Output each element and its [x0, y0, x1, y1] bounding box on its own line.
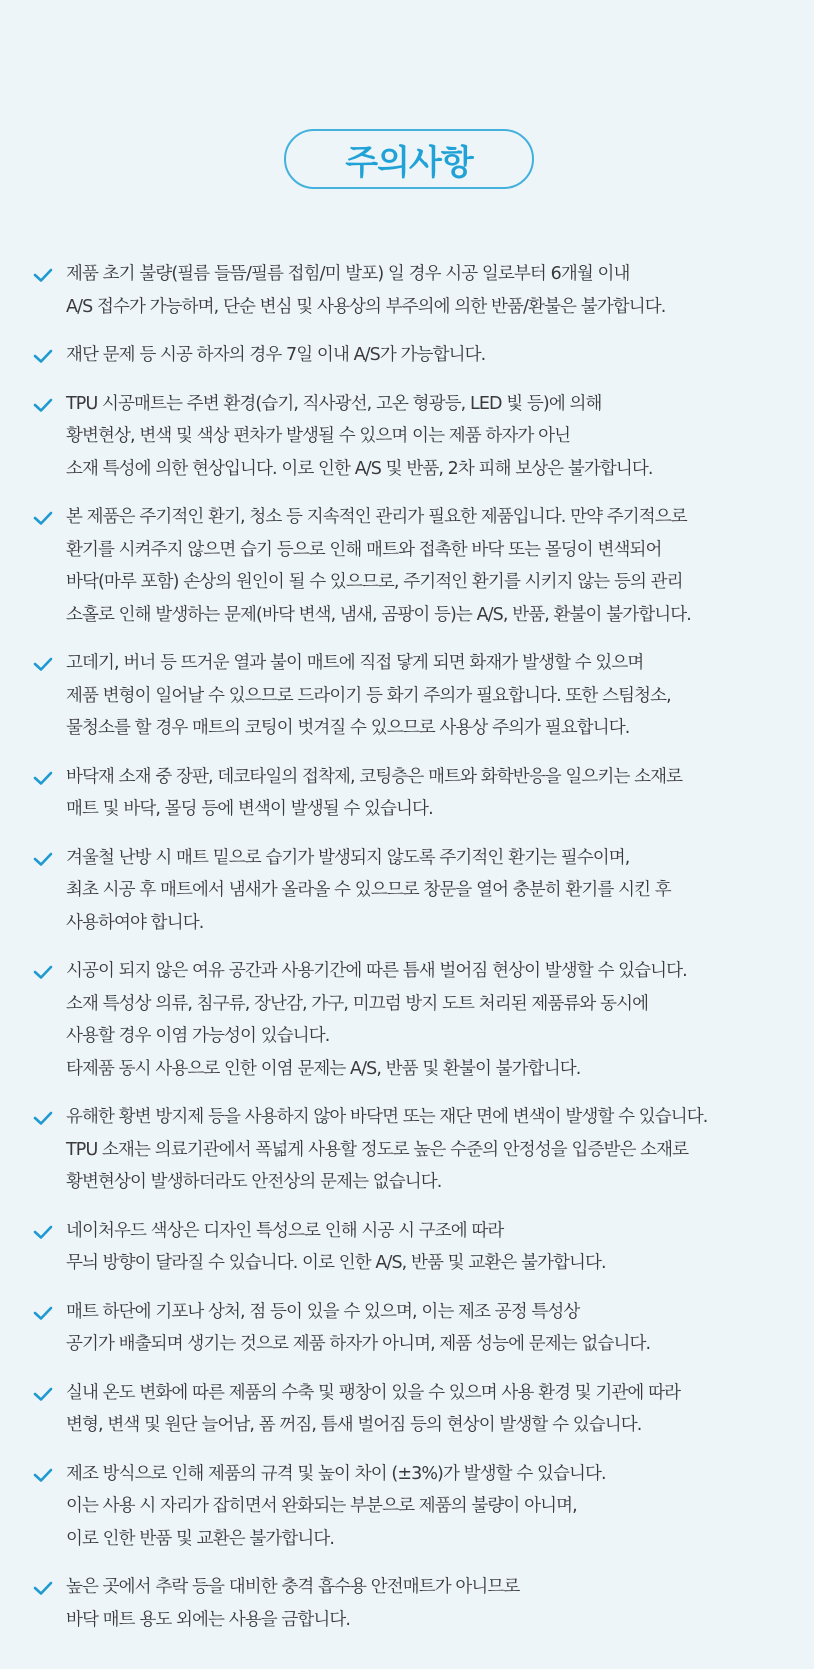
- notice-line: 물청소를 할 경우 매트의 코팅이 벗겨질 수 있으므로 사용상 주의가 필요합니다.: [66, 718, 630, 738]
- notice-line: 매트 하단에 기포나 상처, 점 등이 있을 수 있으며, 이는 제조 공정 특성상: [66, 1301, 580, 1322]
- notice-item: [32, 501, 812, 631]
- notice-list: [32, 258, 812, 1652]
- page-title: 주의사항: [345, 142, 473, 183]
- notice-text: [66, 1377, 812, 1442]
- notice-line: 이로 인한 반품 및 교환은 불가합니다.: [66, 1528, 335, 1549]
- check-icon: [32, 1467, 54, 1483]
- notice-text: [66, 647, 812, 745]
- notice-line: 이는 사용 시 자리가 잡히면서 완화되는 부분으로 제품의 불량이 아니며,: [66, 1496, 577, 1516]
- notice-line: 황변현상이 발생하더라도 안전상의 문제는 없습니다.: [66, 1172, 442, 1192]
- check-icon: [32, 656, 54, 672]
- notice-text: [66, 1571, 812, 1636]
- notice-text: [66, 842, 812, 940]
- check-icon: [32, 1386, 54, 1402]
- notice-line: 무늬 방향이 달라질 수 있습니다. 이로 인한 A/S, 반품 및 교환은 불가합니다.: [66, 1253, 606, 1273]
- notice-text: [66, 761, 812, 826]
- notice-text: [66, 388, 812, 486]
- notice-line: 실내 온도 변화에 따른 제품의 수축 및 팽창이 있을 수 있으며 사용 환경 및 기관에 따라: [66, 1382, 681, 1403]
- notice-line: TPU 시공매트는 주변 환경(습기, 직사광선, 고온 형광등, LED 빛 등)에 의해: [66, 393, 602, 414]
- notice-line: 바닥재 소재 중 장판, 데코타일의 접착제, 코팅층은 매트와 화학반응을 일으키는 소재로: [66, 766, 683, 787]
- notice-line: 바닥 매트 용도 외에는 사용을 금합니다.: [66, 1609, 351, 1630]
- notice-line: 높은 곳에서 추락 등을 대비한 충격 흡수용 안전매트가 아니므로: [66, 1577, 520, 1597]
- notice-line: 변형, 변색 및 원단 늘어남, 폼 꺼짐, 틈새 벌어짐 등의 현상이 발생할 수 있습니다.: [66, 1415, 642, 1435]
- notice-line: 최초 시공 후 매트에서 냄새가 올라올 수 있으므로 창문을 열어 충분히 환기를 시킨 후: [66, 880, 671, 900]
- notice-item: [32, 1377, 812, 1442]
- notice-line: 사용할 경우 이염 가능성이 있습니다.: [66, 1026, 330, 1046]
- check-icon: [32, 770, 54, 786]
- notice-text: [66, 955, 812, 1085]
- notice-line: 유해한 황변 방지제 등을 사용하지 않아 바닥면 또는 재단 면에 변색이 발생할 수 있습니다.: [66, 1107, 708, 1127]
- notice-line: 제품 변형이 일어날 수 있으므로 드라이기 등 화기 주의가 필요합니다. 또한 스팀청소,: [66, 685, 671, 706]
- notice-line: 고데기, 버너 등 뜨거운 열과 불이 매트에 직접 닿게 되면 화재가 발생할 수 있으며: [66, 653, 644, 673]
- notice-item: [32, 339, 812, 372]
- notice-line: 사용하여야 합니다.: [66, 912, 204, 933]
- notice-line: 타제품 동시 사용으로 인한 이염 문제는 A/S, 반품 및 환불이 불가합니다.: [66, 1058, 581, 1079]
- notice-line: 매트 및 바닥, 몰딩 등에 변색이 발생될 수 있습니다.: [66, 799, 433, 819]
- notice-line: TPU 소재는 의료기관에서 폭넓게 사용할 정도로 높은 수준의 안정성을 입증받은 소재로: [66, 1139, 689, 1160]
- notice-line: 환기를 시켜주지 않으면 습기 등으로 인해 매트와 접촉한 바닥 또는 몰딩이 변색되어: [66, 539, 662, 560]
- notice-item: [32, 1101, 812, 1199]
- check-icon: [32, 397, 54, 413]
- notice-line: 소홀로 인해 발생하는 문제(바닥 변색, 냄새, 곰팡이 등)는 A/S, 반품, 환불이 불가합니다.: [66, 604, 691, 625]
- notice-line: 재단 문제 등 시공 하자의 경우 7일 이내 A/S가 가능합니다.: [66, 345, 486, 365]
- check-icon: [32, 964, 54, 980]
- notice-line: 공기가 배출되며 생기는 것으로 제품 하자가 아니며, 제품 성능에 문제는 없습니다.: [66, 1334, 651, 1354]
- notice-text: [66, 258, 812, 323]
- notice-line: 겨울철 난방 시 매트 밑으로 습기가 발생되지 않도록 주기적인 환기는 필수이며,: [66, 847, 630, 868]
- notice-line: 본 제품은 주기적인 환기, 청소 등 지속적인 관리가 필요한 제품입니다. 만약 주기적으로: [66, 507, 687, 527]
- check-icon: [32, 510, 54, 526]
- notice-item: [32, 1458, 812, 1556]
- check-icon: [32, 1580, 54, 1596]
- notice-line: A/S 접수가 가능하며, 단순 변심 및 사용상의 부주의에 의한 반품/환불은 불가합니다.: [66, 296, 666, 317]
- notice-item: [32, 1215, 812, 1280]
- notice-item: [32, 1571, 812, 1636]
- notice-line: 제조 방식으로 인해 제품의 규격 및 높이 차이 (±3%)가 발생할 수 있습니다.: [66, 1463, 606, 1484]
- check-icon: [32, 1305, 54, 1321]
- notice-line: 황변현상, 변색 및 색상 편차가 발생될 수 있으며 이는 제품 하자가 아닌: [66, 426, 571, 446]
- notice-item: [32, 761, 812, 826]
- notice-text: [66, 1101, 812, 1199]
- notice-item: [32, 388, 812, 486]
- notice-text: [66, 339, 812, 372]
- check-icon: [32, 851, 54, 867]
- notice-text: [66, 1215, 812, 1280]
- check-icon: [32, 1224, 54, 1240]
- notice-item: [32, 647, 812, 745]
- check-icon: [32, 348, 54, 364]
- notice-line: 시공이 되지 않은 여유 공간과 사용기간에 따른 틈새 벌어짐 현상이 발생할 수 있습니다.: [66, 961, 687, 981]
- check-icon: [32, 267, 54, 283]
- notice-item: [32, 258, 812, 323]
- notice-text: [66, 501, 812, 631]
- notice-line: 제품 초기 불량(필름 들뜸/필름 접힘/미 발포) 일 경우 시공 일로부터 6개월 이내: [66, 264, 630, 284]
- notice-text: [66, 1458, 812, 1556]
- section-title-badge: [284, 129, 534, 189]
- notice-item: [32, 842, 812, 940]
- notice-text: [66, 1296, 812, 1361]
- check-icon: [32, 1110, 54, 1126]
- notice-line: 소재 특성에 의한 현상입니다. 이로 인한 A/S 및 반품, 2차 피해 보상은 불가합니다.: [66, 458, 653, 479]
- notice-line: 소재 특성상 의류, 침구류, 장난감, 가구, 미끄럼 방지 도트 처리된 제품류와 동시에: [66, 993, 649, 1014]
- notice-item: [32, 955, 812, 1085]
- notice-item: [32, 1296, 812, 1361]
- notice-line: 네이처우드 색상은 디자인 특성으로 인해 시공 시 구조에 따라: [66, 1220, 504, 1241]
- notice-line: 바닥(마루 포함) 손상의 원인이 될 수 있으므로, 주기적인 환기를 시키지 않는 등의 관리: [66, 572, 683, 592]
